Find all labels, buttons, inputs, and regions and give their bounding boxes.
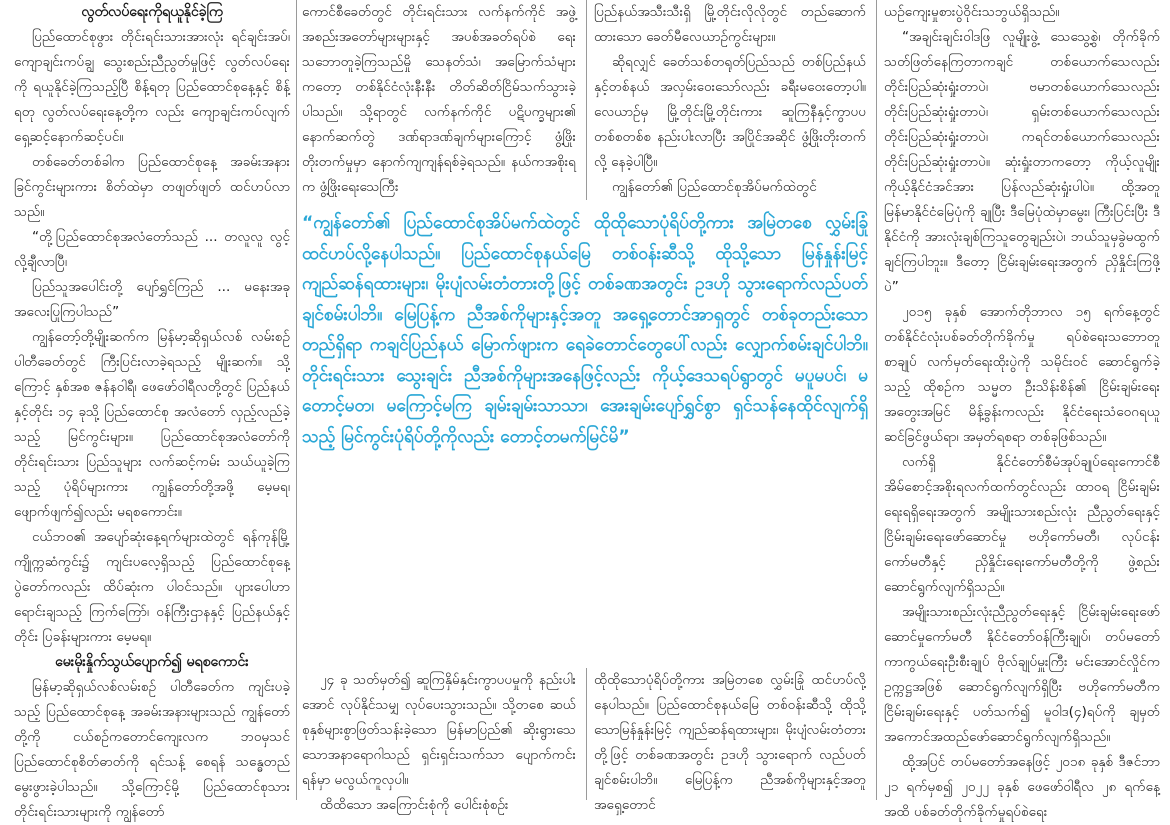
article-column-3-top xyxy=(594,0,866,198)
paragraph: ဆိုရလျှင် ခေတ်သစ်တရုတ်ပြည်သည် တစ်ပြည်နယ်နှင့်တစ်နယ် အလှမ်းဝေးသော်လည်း ခရီးမဝေးတော့ပါ။ လေယာဉ်မှ မြို့တိုင်းမြို့တိုင်းကား ဆူကြနီနှင့်ကွာပပ တစ်စတစ်စ နည်းပါးလာပြီး အပြိုင်အဆိုင် ဖွံ့ဖြိုးတိုးတက်လို့ နေခဲ့ပါပြီ။ xyxy=(594,54,866,170)
article-column-2-bottom xyxy=(302,668,576,813)
pull-quote-text: “ကျွန်တော်၏ ပြည်ထောင်စုအိပ်မက်ထဲတွင် ထိုထိုသောပုံရိပ်တို့ကား အမြဲတစေ လွှမ်းခြုံထင်ဟပ်လို့နေပါသည်။ ပြည်ထောင်စုနယ်မြေ တစ်ဝန်းဆီသို့ ထိုသို့သော မြန်နှုန်းမြင့် ကျည်ဆန်ရထားများ၊ မိုးပျံလမ်းတံတားတို့ဖြင့် တစ်ခဏအတွင်း ဥဒဟို သွားရောက်လည်ပတ်ချင်စမ်းပါဘိ။ မြေပြန့်က ညီအစ်ကိုများနှင့်အတူ အရှေ့တောင်အာရှတွင် တစ်ခုတည်းသော တည်ရှိရာ ကချင်ပြည်နယ် မြောက်ဖျားက ရေခဲတောင်တွေပေါ်လည်း လျှောက်စမ်းချင်ပါဘိ။ တိုင်းရင်းသား သွေးချင်း ညီအစ်ကိုများအနေဖြင့်လည်း ကိုယ့်ဒေသရပ်ရွာတွင် မပူမပင်၊ မတောင့်မတ၊ မကြောင့်မကြ ချမ်းချမ်းသာသာ၊ အေးချမ်းပျော်ရွှင်စွာ ရှင်သန်နေထိုင်လျက်ရှိသည့် မြင်ကွင်းပုံရိပ်တို့ကိုလည်း တောင့်တမက်မြင်မိ” xyxy=(302,213,868,447)
song-quote-line: “တို့ပြည်ထောင်စုအလံတော်သည် ... တလူလူ လွင့်လို့ချီလာပြီ၊ xyxy=(14,229,290,270)
column-divider xyxy=(296,0,297,800)
paragraph: ၂၄ ခု သတ်မှတ်၍ ဆူကြနှိမ်နှင်းကွာပပမှုကို နည်းပါးအောင် လုပ်နိုင်သမျှ လုပ်ပေးသွားသည်။ သို့တစေ ဆယ်စုနှစ်များစွာဖြတ်သန်းခဲ့သော မြန်မာပြည်၏ ဆိုးရွားသေသောအနာရောဂါသည် ရှင်းရှင်းသက်သာ ပျောက်ကင်းရန်မှာ မလွယ်ကူလှပါ။ xyxy=(302,672,576,788)
section-heading: လွတ်လပ်ရေးကိုရယူနိုင်ခဲ့ကြ xyxy=(81,4,223,20)
column-divider xyxy=(876,0,877,800)
paragraph: ကောင်စီခေတ်တွင် တိုင်းရင်းသား လက်နက်ကိုင် အဖွဲ့ အစည်းအတော်များများနှင့် အပစ်အခတ်ရပ်စဲ ရေးသဘောတူခဲ့ကြသည်မှို သေနတ်သံ၊ အမြောက်သံများကတော့ တစ်နိုင်ငံလုံးနီးနီး တိတ်ဆိတ်ငြိမ်သက်သွားခဲ့ပါသည်။ သို့ရာတွင် လက်နက်ကိုင် ပဋိပက္ခများ၏ နောက်ဆက်တွဲ ဒဏ်ရာဒဏ်ချက်များကြောင့် ဖွံ့ဖြိုးတိုးတက်မှုမှာ နောက်ကျကျန်ရစ်ခဲ့ရသည်။ နယ်ကအစိုးရက ဖွံ့ဖြိုးရေးသေကြီး xyxy=(302,4,576,195)
paragraph: ငယ်ဘဝ၏ အပျော်ဆုံးနေ့ရက်များထဲတွင် ရန်ကုန်မြို့ ကျိုက္ကဆံကွင်း၌ ကျင်းပလေ့ရှိသည့် ပြည်ထောင်စုနေ့ပွဲတော်ကလည်း ထိပ်ဆုံးက ပါဝင်သည်။ ပျားပေါဟာ ရောင်းချသည့် ကြက်ကြော်၊ ဝန်ကြီးဌာနနှင့် ပြည်နယ်နှင့်တိုင်း ပြခန်းများကား မေ့မရ။ xyxy=(14,529,290,645)
paragraph: ပြည်ထောင်စုဖွား တိုင်းရင်းသားအားလုံး ရင်ချင်းအပ်၊ ကျောချင်းကပ်ချွ သွေးစည်းညီညွတ်မှုဖြင့် လွတ်လပ်ရေးကို ရယူနိုင်ခဲ့ကြသည့်ပြီ စိန့်ရတု ပြည်ထောင်စုနေ့နှင့် စိန့်ရတု လွတ်လပ်ရေးနေ့တို့က လည်း ကျောချင်းကပ်လျက် ရှေ့ဆင့်နောက်ဆင့်ပင်။ xyxy=(14,29,290,145)
paragraph: ထိုထိုသောပုံရိပ်တို့ကား အမြဲတစေ လွှမ်းခြုံ ထင်ဟပ်လို့နေပါသည်။ ပြည်ထောင်စုနယ်မြေ တစ်ဝန်းဆီသို့ ထိုသို့သောမြန်နှုန်းမြင့် ကျည်ဆန်ရထားများ၊ မိုးပျံလမ်းတံတားတို့ဖြင့် တစ်ခဏအတွင်း ဥဒဟို သွားရောက် လည်ပတ်ချင်စမ်းပါဘိ။ မြေပြန့်က ညီအစ်ကိုများနှင့်အတူ အရှေ့တောင် xyxy=(594,672,866,813)
paragraph: တစ်ခေတ်တစ်ခါက ပြည်ထောင်စုနေ့ အခမ်းအနား ခြင်ကွင်းများကား စိတ်ထဲမှာ တဖျတ်ဖျတ် ထင်ဟပ်လာသည်။ xyxy=(14,154,290,220)
paragraph: ပြည်နယ်အသီးသီးရှိ မြို့တိုင်းလိုလိုတွင် တည်ဆောက်ထားသော ခေတ်မီလေယာဉ်ကွင်းများ။ xyxy=(594,4,866,45)
song-quote-line: ပြည်သူအပေါင်းတို့ ပျော်ရွှင်ကြည် ... မနေးအခု အလေးပြုကြပါသည်” xyxy=(14,279,290,320)
paragraph: လက်ရှိ နိုင်ငံတော်စီမံအုပ်ချုပ်ရေးကောင်စီ အိမ်စောင့်အစိုးရလက်ထက်တွင်လည်း ထာဝရ ငြိမ်းချမ်းရေးရရှိရေးအတွက် အမျိုးသားစည်းလုံး ညီညွတ်ရေးနှင့် ငြိမ်းချမ်းရေးဖော်ဆောင်မှု ဗဟိုကော်မတီ၊ လုပ်ငန်းကော်မတီနှင့် ညှိနှိုင်းရေးကော်မတီတို့ကို ဖွဲ့စည်းဆောင်ရွက်လျက်ရှိသည်။ xyxy=(884,454,1160,595)
column-divider xyxy=(586,0,587,200)
paragraph: ကျွန်တော်၏ ပြည်ထောင်စုအိပ်မက်ထဲတွင် xyxy=(612,179,817,195)
article-column-4 xyxy=(884,0,1160,820)
section-heading: မေးမိုးနှိုက်သွယ်ပျောက်၍ မရစကောင်း xyxy=(55,654,249,670)
article-column-1 xyxy=(14,0,290,820)
paragraph: ၂၀၁၅ ခုနှစ် အောက်တိုဘာလ ၁၅ ရက်နေ့တွင် တစ်နိုင်ငံလုံးပစ်ခတ်တိုက်ခိုက်မှု ရပ်စဲရေးသဘောတူစာချုပ် လက်မှတ်ရေးထိုးပွဲကို သမိုင်းဝင် ဆောင်ရွက်ခဲ့သည့် ထိုစဉ်က သမ္မတ ဦးသိန်းစိန်၏ ငြိမ်းချမ်းရေး အတွေးအမြင် မိန့်ခွန်းကလည်း နိုင်ငံရေးသံဝေဂရယူ ဆင်ခြင်ဖွယ်ရာ၊ အမှတ်ရစရာ တစ်ခုဖြစ်သည်။ xyxy=(884,304,1160,445)
paragraph: ထိထိသော အကြောင်းစုံကို ပေါင်းစုံစဉ်း xyxy=(320,797,509,813)
paragraph: အမျိုးသားစည်းလုံးညီညွတ်ရေးနှင့် ငြိမ်းချမ်းရေးဖော်ဆောင်မှုကော်မတီ နိုင်ငံတော်ဝန်ကြီးချုပ်၊ တပ်မတော်ကာကွယ်ရေးဦးစီးချုပ် ဗိုလ်ချုပ်မှူးကြီး မင်းအောင်လှိုင်က ဥက္ကဋ္ဌအဖြစ် ဆောင်ရွက်လျက်ရှိပြီး ဗဟိုကော်မတီက ငြိမ်းချမ်းရေးနှင့် ပတ်သက်၍ မူဝါဒ(၄)ရပ်ကို ချမှတ်အကောင်အထည်ဖော်ဆောင်ရွက်လျက်ရှိသည်။ xyxy=(884,604,1160,745)
article-column-2-top xyxy=(302,0,576,198)
quoted-speech: “အချင်းချင်းဝါဒဖြ လူမျိုးဖွဲ့ သေသွေ့စွဲ၊ တိုက်ခိုက်သတ်ဖြတ်နေကြတာကချင် တစ်ယောက်သေလည်း တိုင်းပြည်ဆုံးရှုံးတာပဲ၊ ဗမာတစ်ယောက်သေလည်း တိုင်းပြည်ဆုံးရှုံးတာပဲ၊ ရှမ်းတစ်ယောက်သေလည်း တိုင်းပြည်ဆုံးရှုံးတာပဲ၊ ကရင်တစ်ယောက်သေလည်း တိုင်းပြည်ဆုံးရှုံးတာပဲ။ ဆုံးရှုံးတာကတော့ ကိုယ့်လူမျိုး ကိုယ့်နိုင်ငံအင်အား ပြန်လည်ဆုံးရှုံးပါပဲ။ ထို့အတူ မြန်မာနိုင်ငံမြေပုံကို ချုပြီး ဒီမြေပုံထဲမှာမွေး၊ ကြီးပြင်းပြီး ဒီနိုင်ငံကို အားလုံးချစ်ကြသူတွေချည်းပဲ၊ ဘယ်သူမှခွဲမထွက်ချင်ကြပါဘူး။ ဒီတော့ ငြိမ်းချမ်းရေးအတွက် ညှိနှိုင်းကြဖို့ပဲ” xyxy=(884,29,1160,295)
pull-quote xyxy=(302,208,868,648)
paragraph: ထို့အပြင် တပ်မတော်အနေဖြင့် ၂၀၁၈ ခုနှစ် ဒီဇင်ဘာ ၂၁ ရက်မှစ၍ ၂၀၂၂ ခုနှစ် ဖေဖော်ဝါရီလ ၂၈ ရက်နေ့အထိ ပစ်ခတ်တိုက်ခိုက်မှုရပ်စဲရေး xyxy=(884,754,1160,820)
paragraph: ကျွန်တော့်တို့မျိုးဆက်က မြန်မာ့ဆိုရှယ်လစ် လမ်းစဉ်ပါတီခေတ်တွင် ကြီးပြင်းလာခဲ့ရသည့် မျိုးဆက်။ သို့ကြောင့် နှစ်အစ ဇန်နဝါရီ၊ ဖေဖော်ဝါရီလတို့တွင် ပြည်နယ်နှင့်တိုင်း ၁၄ ခုသို့ ပြည်ထောင်စု အလံတော် လှည့်လည်ခဲ့သည့် မြင်ကွင်းများ။ ပြည်ထောင်စုအလံတော်ကို တိုင်းရင်းသား ပြည်သူများ လက်ဆင့်ကမ်း သယ်ယူခဲ့ကြသည့် ပုံရိပ်များကား ကျွန်တော်တို့အဖို့ မေ့မရ၊ ဖျောက်ဖျက်၍လည်း မရစကောင်း။ xyxy=(14,329,290,520)
column-divider xyxy=(586,668,587,800)
paragraph: ယဉ်ကျေးမှုစားပွဲဝိုင်းသဘွယ်ရှိသည်။ xyxy=(884,4,1060,20)
article-column-3-bottom xyxy=(594,668,866,813)
paragraph: မြန်မာ့ဆိုရှယ်လစ်လမ်းစဉ် ပါတီခေတ်က ကျင်းပခဲ့သည့် ပြည်ထောင်စုနေ့ အခမ်းအနားများသည် ကျွန်တော်တို့ကို ငယ်စဉ်ကတောင်ကျေးလက ဘဝမှသင် ပြည်ထောင်စုစိတ်ဓာတ်ကို ရင်သန့် စေရန် သန္ဓေတည်မွေးဖွားခဲ့ပါသည်။ သို့ကြောင့်မို့ ပြည်ထောင်စုသား တိုင်းရင်းသားများကို ကျွန်တော် xyxy=(14,679,290,820)
